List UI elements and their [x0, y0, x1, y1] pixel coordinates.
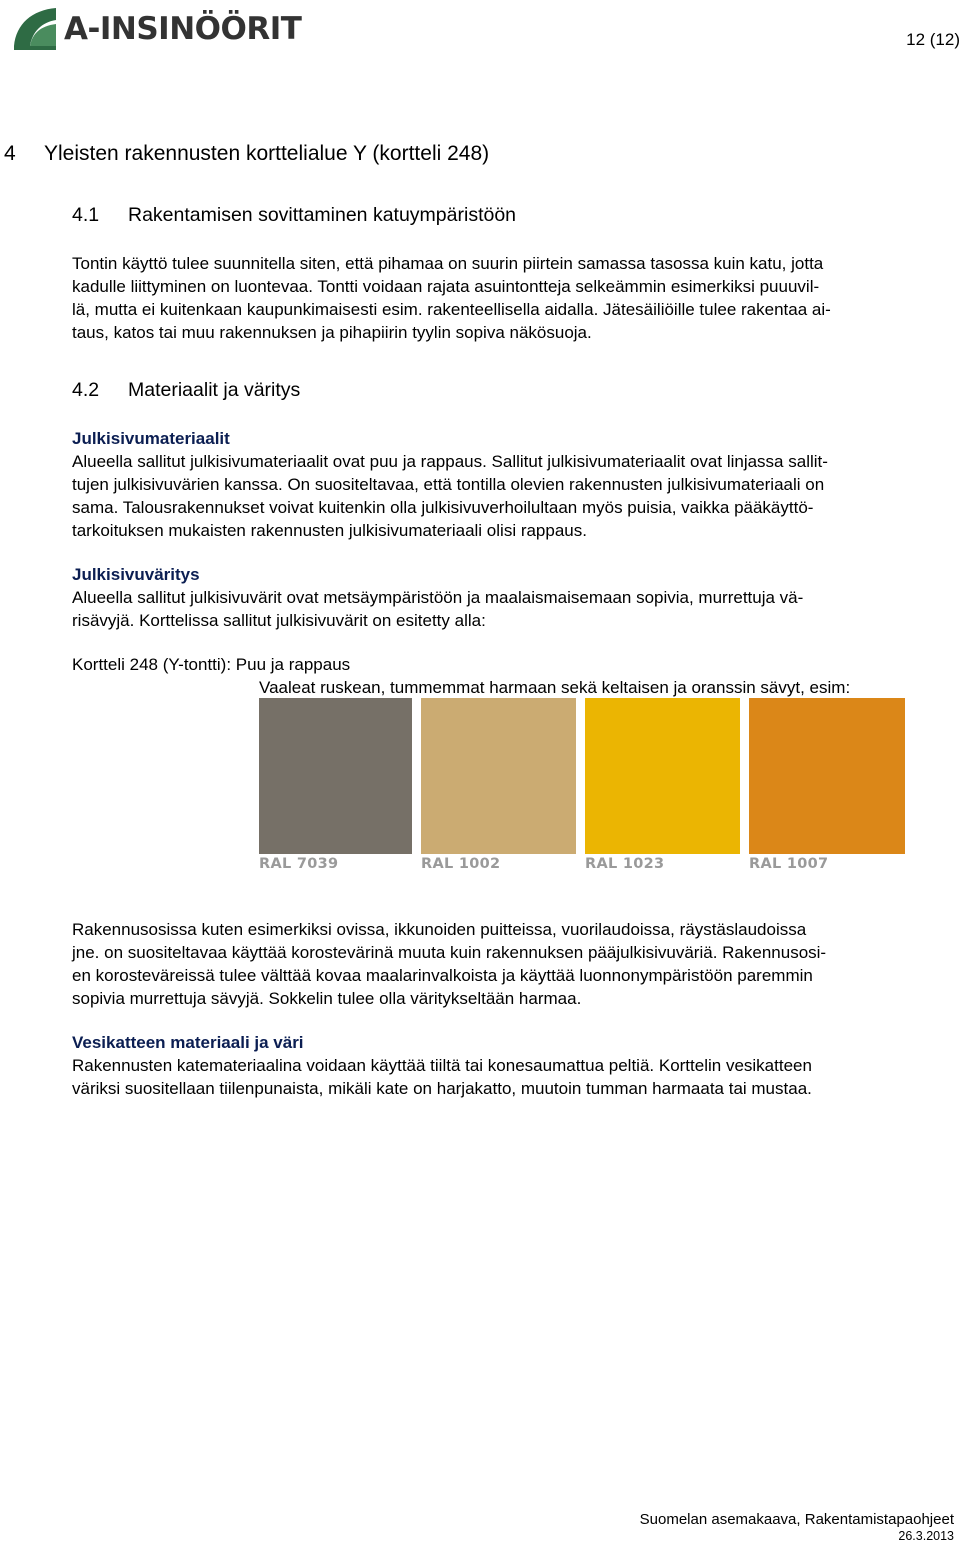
- text-line: tarkoituksen mukaisten rakennusten julkisivumateriaali olisi rappaus.: [72, 521, 587, 540]
- block-description: Vaaleat ruskean, tummemmat harmaan sekä keltaisen ja oranssin sävyt, esim:: [259, 678, 851, 697]
- roof-heading: Vesikatteen materiaali ja väri: [72, 1033, 304, 1052]
- subsection-heading-2: [72, 379, 300, 402]
- paragraph-accent-colors: [72, 918, 952, 1010]
- page-number: 12 (12): [906, 30, 960, 49]
- materials-heading: Julkisivumateriaalit: [72, 429, 230, 448]
- text-line: risävyjä. Korttelissa sallitut julkisivuvärit on esitetty alla:: [72, 611, 486, 630]
- text-line: en korosteväreissä tulee välttää kovaa maalarinvalkoista ja käyttää luonnonympäristöön paremmin: [72, 966, 813, 985]
- swatch-label: RAL 1002: [421, 856, 501, 872]
- colors-heading: Julkisivuväritys: [72, 565, 200, 584]
- company-name: A-INSINÖÖRIT: [64, 11, 302, 47]
- swatch-label: RAL 1023: [585, 856, 665, 872]
- subsection-title-2: Materiaalit ja väritys: [128, 379, 301, 401]
- text-line: kadulle liittyminen on luontevaa. Tontti voidaan rajata asuintontteja selkeämmin esimerkiksi puuuvil-: [72, 277, 820, 296]
- color-swatch-ral-1023: [585, 698, 740, 854]
- section-title: Yleisten rakennusten korttelialue Y (kortteli 248): [44, 142, 490, 165]
- footer-date: 26.3.2013: [898, 1529, 954, 1543]
- text-line: Alueella sallitut julkisivuvärit ovat metsäympäristöön ja maalaismaisemaan sopivia, murrettuja vä-: [72, 588, 804, 607]
- paragraph-street-fit: [72, 252, 952, 344]
- text-line: Alueella sallitut julkisivumateriaalit ovat puu ja rappaus. Sallitut julkisivumateriaalit ovat linjassa sallit-: [72, 452, 828, 471]
- subsection-heading-1: [72, 204, 516, 227]
- text-line: Tontin käyttö tulee suunnitella siten, että pihamaa on suurin piirtein samassa tasossa kuin katu, jotta: [72, 254, 824, 273]
- color-swatch-ral-7039: [259, 698, 412, 854]
- text-line: tujen julkisivuvärien kanssa. On suositeltavaa, että tontilla olevien rakennusten julkisivumateriaali on: [72, 475, 825, 494]
- section-heading: [4, 142, 489, 166]
- swatch-label: RAL 7039: [259, 856, 339, 872]
- section-number: 4: [4, 142, 16, 165]
- color-swatch-ral-1007: [749, 698, 905, 854]
- logo-mark-icon: [12, 6, 60, 52]
- text-line: lä, mutta ei kuitenkaan kaupunkimaisesti esim. rakenteellisella aidalla. Jätesäiliöille tulee rakentaa ai-: [72, 300, 831, 319]
- text-line: Rakennusten katemateriaalina voidaan käyttää tiiltä tai konesaumattua peltiä. Korttelin vesikatteen: [72, 1056, 812, 1075]
- text-line: taus, katos tai muu rakennuksen ja pihapiirin tyylin sopiva näkösuoja.: [72, 323, 592, 342]
- footer-document-title: Suomelan asemakaava, Rakentamistapaohjeet: [639, 1511, 954, 1528]
- subsection-title-1: Rakentamisen sovittaminen katuympäristöön: [128, 204, 517, 226]
- text-line: Rakennusosissa kuten esimerkiksi ovissa, ikkunoiden puitteissa, vuorilaudoissa, räystäslaudoissa: [72, 920, 807, 939]
- swatch-label: RAL 1007: [749, 856, 829, 872]
- block-label: Kortteli 248 (Y-tontti): Puu ja rappaus: [72, 655, 351, 674]
- paragraph-materials: [72, 427, 952, 542]
- company-logo: [12, 6, 312, 52]
- text-line: jne. on suositeltavaa käyttää korostevärinä muuta kuin rakennuksen pääjulkisivuväriä. Rakennusosi-: [72, 943, 827, 962]
- text-line: väriksi suositellaan tiilenpunaista, mikäli kate on harjakatto, muutoin tumman harmaata tai mustaa.: [72, 1079, 812, 1098]
- paragraph-roof: [72, 1031, 952, 1100]
- color-swatch-ral-1002: [421, 698, 576, 854]
- subsection-number-1: 4.1: [72, 204, 100, 226]
- subsection-number-2: 4.2: [72, 379, 100, 401]
- text-line: sama. Talousrakennukset voivat kuitenkin olla julkisivuverhoilultaan myös puisia, vaikka pääkäyttö-: [72, 498, 814, 517]
- paragraph-colors: [72, 563, 952, 632]
- text-line: sopivia murrettuja sävyjä. Sokkelin tulee olla väritykseltään harmaa.: [72, 989, 582, 1008]
